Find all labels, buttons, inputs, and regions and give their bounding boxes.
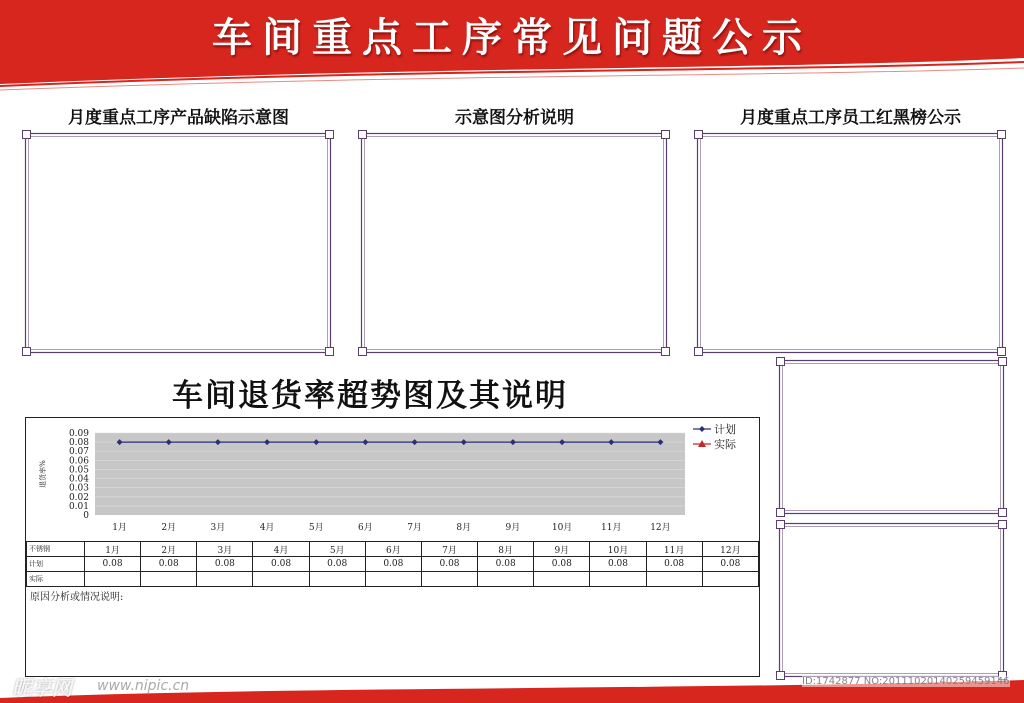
actual-value[interactable] <box>421 572 477 587</box>
x-tick-label: 7月 <box>407 523 422 533</box>
plan-value[interactable]: 0.08 <box>85 557 141 572</box>
plan-value[interactable]: 0.08 <box>478 557 534 572</box>
page-title: 车间重点工序常见问题公示 <box>212 15 812 61</box>
table-month: 11月 <box>646 542 702 557</box>
y-tick-label: 0.04 <box>68 474 89 485</box>
actual-row-label: 实际 <box>27 572 85 587</box>
actual-value[interactable] <box>646 572 702 587</box>
y-tick-label: 0.03 <box>68 483 89 494</box>
table-month: 1月 <box>85 542 141 557</box>
plan-row-label: 计划 <box>27 557 85 572</box>
plan-value[interactable]: 0.08 <box>197 557 253 572</box>
actual-value[interactable] <box>141 572 197 587</box>
defect-diagram-title: 月度重点工序产品缺陷示意图 <box>68 108 289 128</box>
x-tick-label: 1月 <box>112 523 127 533</box>
y-tick-label: 0 <box>83 511 89 521</box>
actual-value[interactable] <box>309 572 365 587</box>
table-month: 4月 <box>253 542 309 557</box>
diagram-analysis-title: 示意图分析说明 <box>455 108 574 128</box>
watermark-id: ID:1742877 NO:20111020140259459146 <box>802 676 1010 687</box>
plan-value[interactable]: 0.08 <box>590 557 646 572</box>
table-month: 9月 <box>534 542 590 557</box>
employee-ranking-title: 月度重点工序员工红黑榜公示 <box>740 108 961 128</box>
actual-value[interactable] <box>478 572 534 587</box>
table-actual-row <box>27 572 759 587</box>
x-tick-label: 6月 <box>358 523 373 533</box>
table-month: 8月 <box>478 542 534 557</box>
y-tick-label: 0.09 <box>68 429 89 439</box>
actual-value[interactable] <box>590 572 646 587</box>
plan-value[interactable]: 0.08 <box>253 557 309 572</box>
legend-marker <box>699 426 705 432</box>
table-header-label: 不锈钢 <box>27 542 85 557</box>
side-frame-bottom <box>776 520 1007 680</box>
x-tick-label: 3月 <box>210 523 226 533</box>
trend-title: 车间退货率超势图及其说明 <box>172 378 568 414</box>
table-month: 12月 <box>702 542 758 557</box>
plan-value[interactable]: 0.08 <box>534 557 590 572</box>
legend-label: 计划 <box>714 423 736 436</box>
plan-value[interactable]: 0.08 <box>702 557 758 572</box>
table-month: 3月 <box>197 542 253 557</box>
defect-diagram-frame <box>22 130 334 356</box>
actual-value[interactable] <box>702 572 758 587</box>
plan-value[interactable]: 0.08 <box>141 557 197 572</box>
plan-value[interactable]: 0.08 <box>365 557 421 572</box>
ranking-frame <box>694 130 1006 356</box>
x-tick-label: 10月 <box>551 523 573 533</box>
x-tick-label: 11月 <box>601 523 622 533</box>
x-tick-label: 8月 <box>456 523 472 533</box>
actual-value[interactable] <box>365 572 421 587</box>
y-tick-label: 0.05 <box>68 465 89 476</box>
plan-value[interactable]: 0.08 <box>421 557 477 572</box>
reason-label: 原因分析或情况说明: <box>30 592 124 603</box>
actual-value[interactable] <box>197 572 253 587</box>
table-month: 5月 <box>309 542 365 557</box>
y-tick-label: 0.07 <box>68 447 89 458</box>
plan-value[interactable]: 0.08 <box>309 557 365 572</box>
y-axis-label: 退货率% <box>39 460 47 488</box>
table-plan-row <box>27 557 759 572</box>
y-tick-label: 0.01 <box>68 501 89 512</box>
return-rate-chart <box>25 417 760 541</box>
data-table <box>26 541 759 587</box>
table-month: 2月 <box>141 542 197 557</box>
x-tick-label: 2月 <box>161 523 177 533</box>
table-month: 10月 <box>590 542 646 557</box>
y-tick-label: 0.06 <box>68 456 89 467</box>
side-frame-top <box>776 357 1007 517</box>
x-tick-label: 12月 <box>650 523 671 533</box>
y-tick-label: 0.02 <box>68 492 89 503</box>
x-tick-label: 4月 <box>259 523 275 533</box>
actual-value[interactable] <box>85 572 141 587</box>
analysis-frame <box>358 130 670 356</box>
watermark-brand: 昵享网 <box>12 676 72 700</box>
y-tick-label: 0.08 <box>68 438 89 449</box>
x-tick-label: 9月 <box>505 523 521 533</box>
x-tick-label: 5月 <box>308 523 324 533</box>
actual-value[interactable] <box>253 572 309 587</box>
plot-area <box>95 433 685 515</box>
actual-value[interactable] <box>534 572 590 587</box>
watermark-url: www.nipic.cn <box>97 678 190 694</box>
legend-label: 实际 <box>714 438 736 451</box>
plan-value[interactable]: 0.08 <box>646 557 702 572</box>
table-month: 7月 <box>421 542 477 557</box>
table-header-row <box>27 542 759 557</box>
table-month: 6月 <box>365 542 421 557</box>
